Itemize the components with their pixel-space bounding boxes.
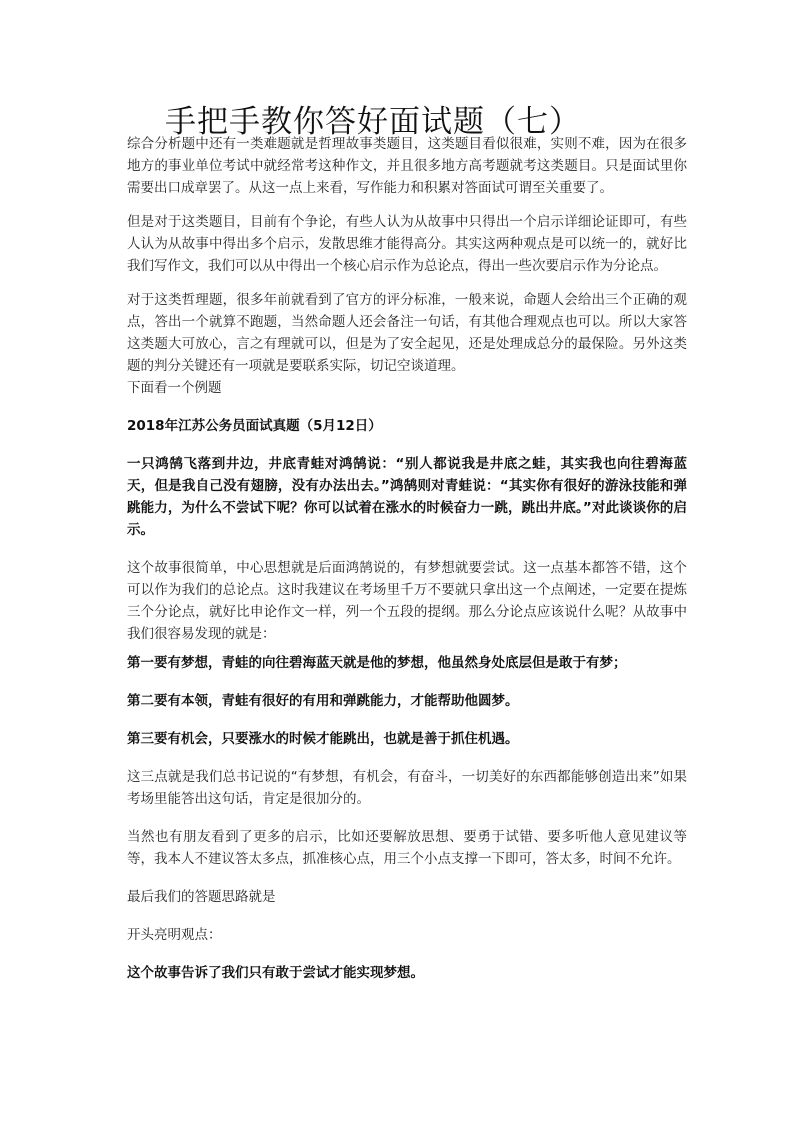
summary-quote-paragraph: 这三点就是我们总书记说的“有梦想，有机会，有奋斗，一切美好的东西都能够创造出来”如果考场里能答出这句话，肯定是很加分的。 xyxy=(127,769,687,807)
answer-approach-text: 最后我们的答题思路就是 xyxy=(127,889,276,905)
example-lead-text: 下面看一个例题 xyxy=(127,380,222,396)
document-title: 手把手教你答好面试题（七） xyxy=(165,104,581,140)
point-two: 第二要有本领，青蛙有很好的有用和弹跳能力，才能帮助他圆梦。 xyxy=(127,693,519,709)
point-three: 第三要有机会，只要涨水的时候才能跳出，也就是善于抓住机遇。 xyxy=(127,731,519,747)
analysis-paragraph: 这个故事很简单，中心思想就是后面鸿鹄说的，有梦想就要尝试。这一点基本都答不错，这个可以作为我们的总论点。这时我建议在考场里千万不要就只拿出这一个点阐述，一定要在提炼三个分论点，就好比申论作文一样，列一个五段的提纲。那么分论点应该说什么呢？从故事中我们很容易发现的就是： xyxy=(127,560,687,642)
opening-label: 开头亮明观点： xyxy=(127,927,222,943)
more-insights-paragraph: 当然也有朋友看到了更多的启示，比如还要解放思想、要勇于试错、要多听他人意见建议等等，我本人不建议答太多点，抓准核心点，用三个小点支撑一下即可，答太多，时间不允许。 xyxy=(127,829,687,867)
debate-paragraph: 但是对于这类题目，目前有个争论，有些人认为从故事中只得出一个启示详细论证即可，有些人认为从故事中得出多个启示，发散思维才能得高分。其实这两种观点是可以统一的，就好比我们写作文，我们可以从中得出一个核心启示作为总论点，得出一些次要启示作为分论点。 xyxy=(127,214,687,274)
intro-paragraph: 综合分析题中还有一类难题就是哲理故事类题目，这类题目看似很难，实则不难，因为在很多地方的事业单位考试中就经常考这种作文，并且很多地方高考题就考这类题目。只是面试里你需要出口成章罢了。从这一点上来看，写作能力和积累对答面试可谓至关重要了。 xyxy=(127,136,687,196)
exam-question-heading: 2018年江苏公务员面试真题（5月12日） xyxy=(127,418,382,434)
opening-statement: 这个故事告诉了我们只有敢于尝试才能实现梦想。 xyxy=(127,965,424,981)
scoring-paragraph: 对于这类哲理题，很多年前就看到了官方的评分标准，一般来说，命题人会给出三个正确的观点，答出一个就算不跑题，当然命题人还会备注一句话，有其他合理观点也可以。所以大家答这类题大可放心，言之有理就可以，但是为了安全起见，还是处理成总分的最保险。另外这类题的判分关键还有一项就是要联系实际，切记空谈道理。 xyxy=(127,292,687,374)
document-body xyxy=(127,133,687,984)
point-one: 第一要有梦想，青蛙的向往碧海蓝天就是他的梦想，他虽然身处底层但是敢于有梦； xyxy=(127,655,627,671)
exam-question-text: 一只鸿鹄飞落到井边，井底青蛙对鸿鹄说：“别人都说我是井底之蛙，其实我也向往碧海蓝天，但是我自己没有翅膀，没有办法出去。”鸿鹄则对青蛙说：“其实你有很好的游泳技能和弹跳能力，为什么不尝试下呢？你可以试着在涨水的时候奋力一跳，跳出井底。”对此谈谈你的启示。 xyxy=(127,456,687,538)
